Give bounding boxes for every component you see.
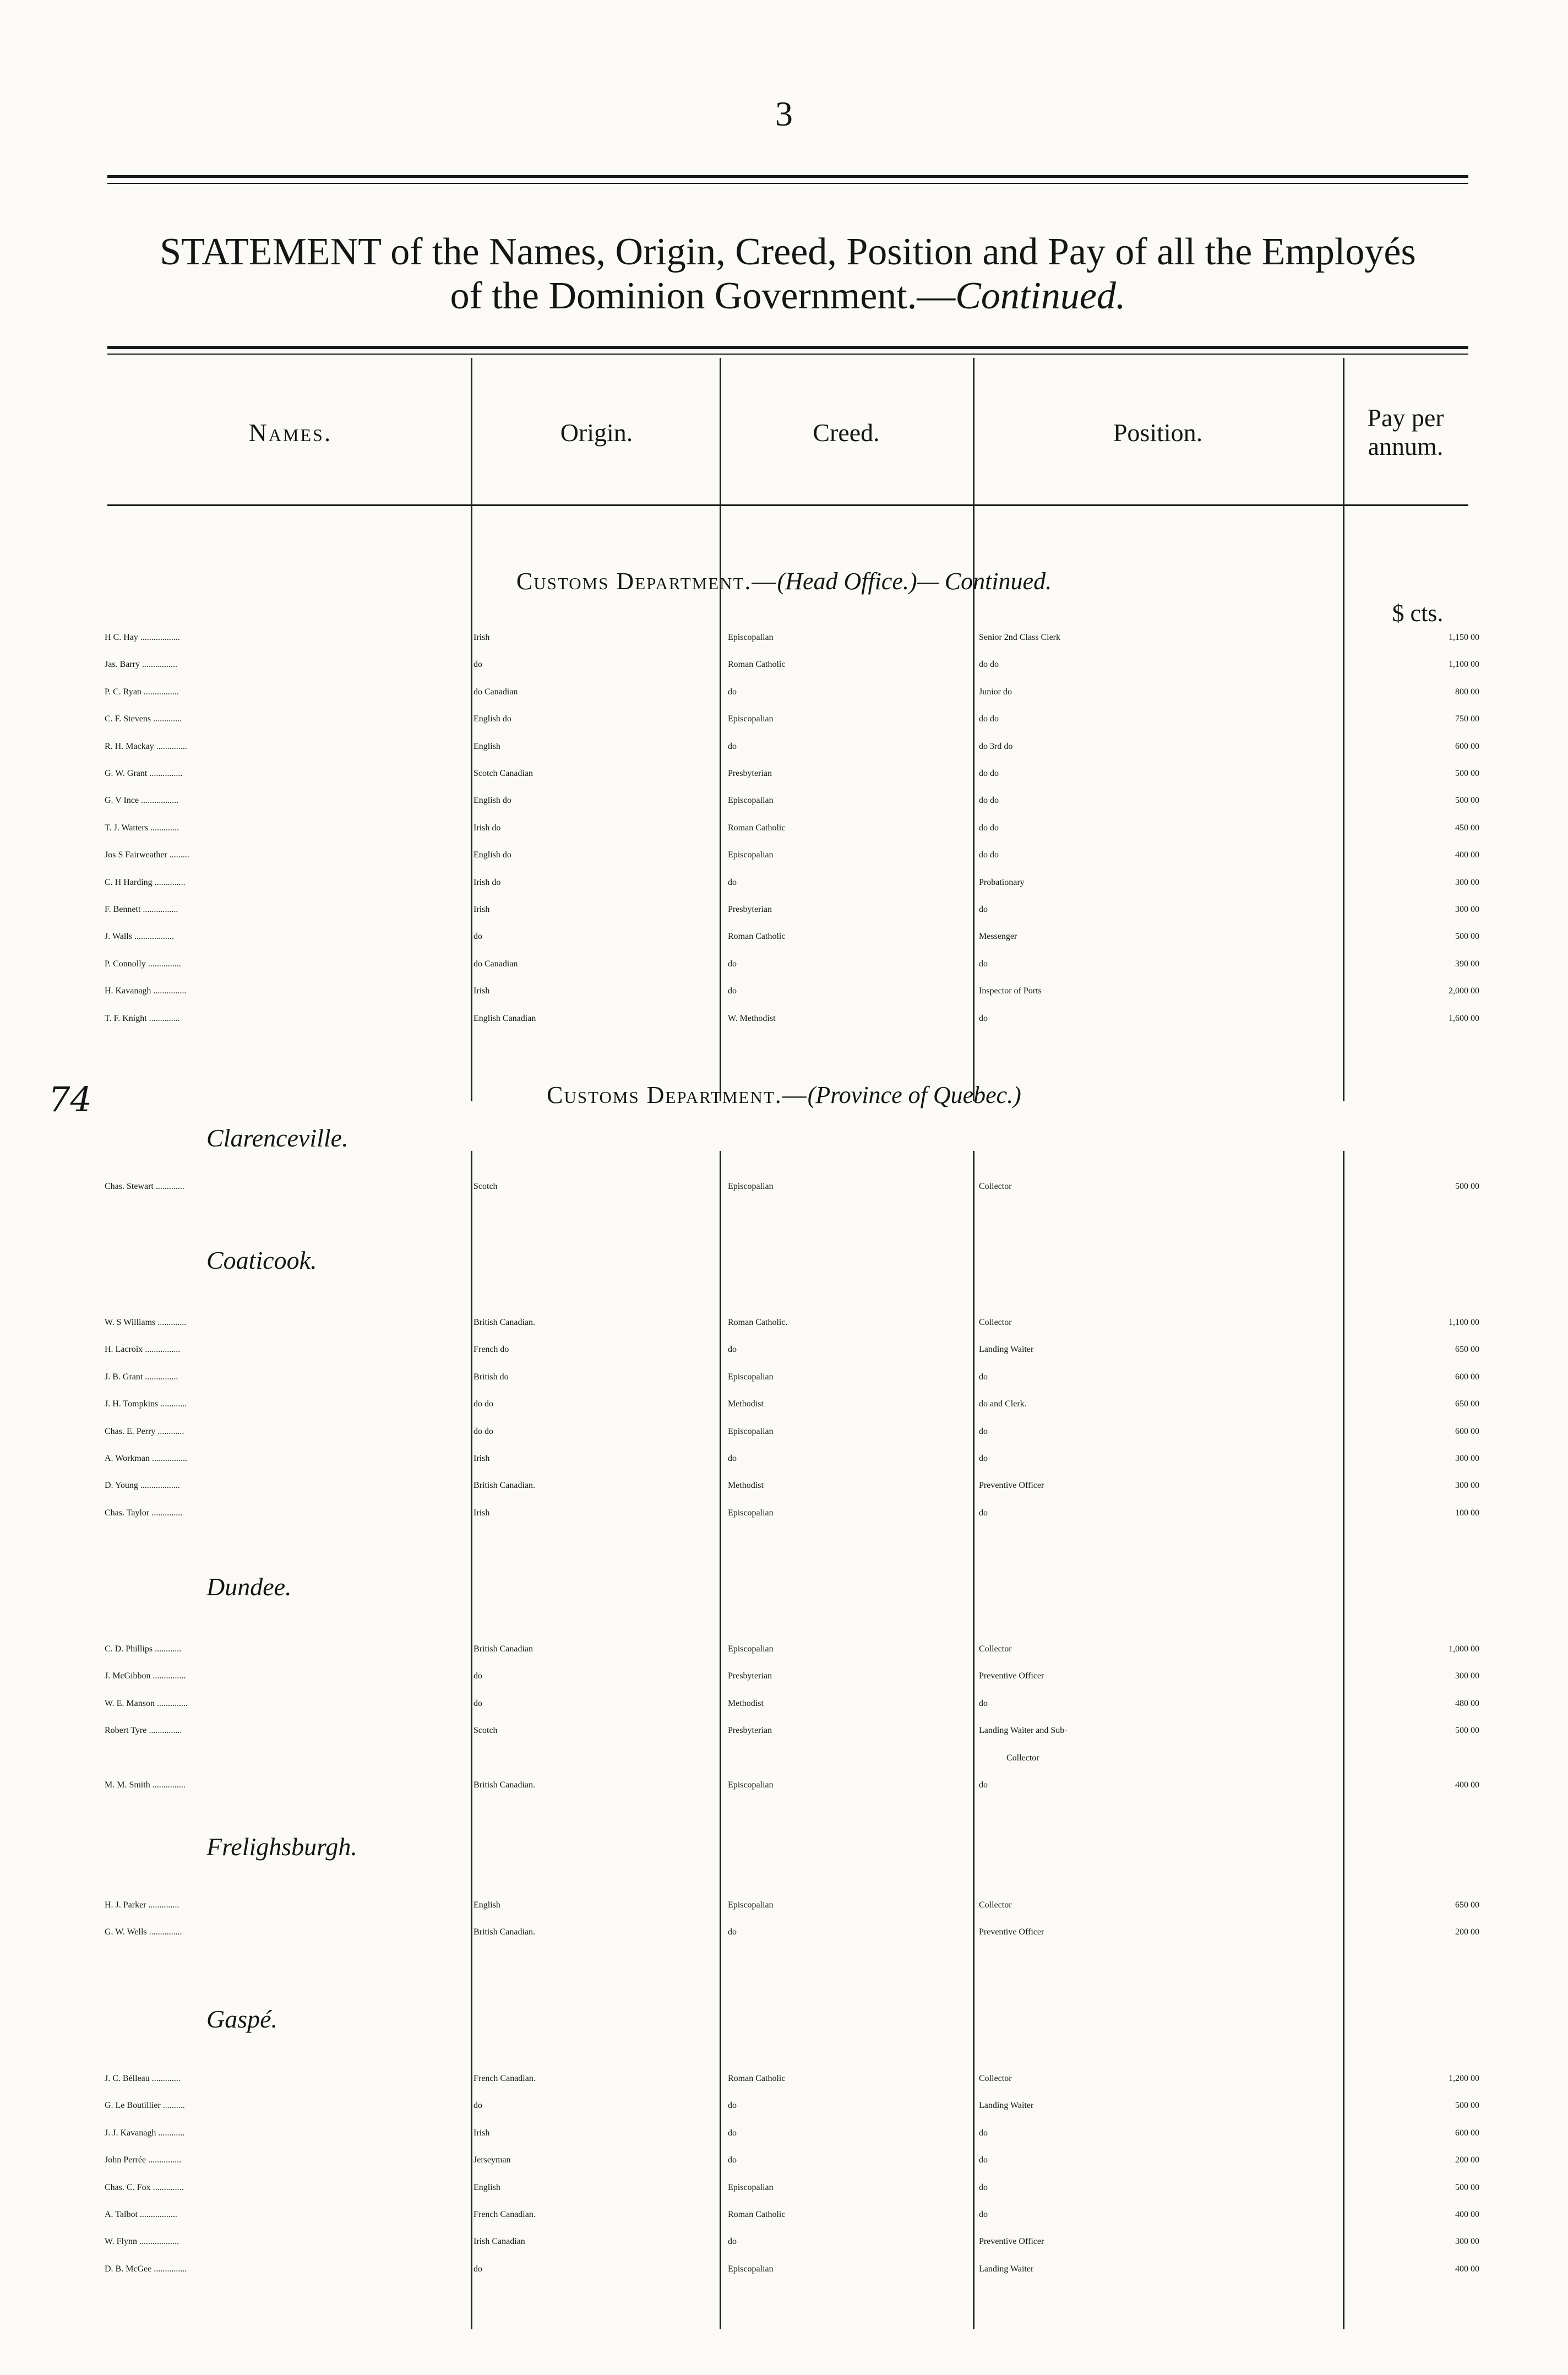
- page-number: 3: [775, 94, 793, 133]
- employee-name: J. McGibbon ...............: [105, 1671, 186, 1681]
- employee-position: do: [979, 2155, 988, 2165]
- employee-position: Collector: [979, 1182, 1012, 1191]
- employee-pay: 1,100 00: [1449, 1318, 1479, 1327]
- employee-position: Preventive Officer: [979, 1481, 1044, 1491]
- table-row: [0, 651, 1568, 678]
- employee-origin: Irish: [473, 633, 490, 642]
- employee-creed: Episcopalian: [728, 850, 774, 860]
- table-row: [0, 2146, 1568, 2174]
- employee-pay: 500 00: [1455, 1182, 1479, 1191]
- employee-position: Senior 2nd Class Clerk: [979, 633, 1060, 642]
- employee-origin: Scotch: [473, 1182, 498, 1191]
- table-row: [0, 1717, 1568, 1744]
- employee-creed: Episcopalian: [728, 796, 774, 806]
- section-title-quebec: [0, 1081, 1568, 1109]
- table-row: [0, 1919, 1568, 1946]
- employee-origin: do: [473, 932, 482, 942]
- employee-position: do: [979, 2182, 988, 2192]
- employee-creed: Roman Catholic: [728, 823, 786, 833]
- employee-position: do do: [979, 850, 999, 860]
- col-header-pay-line2: annum.: [1368, 432, 1444, 460]
- table-row: [0, 977, 1568, 1005]
- employee-pay: 400 00: [1455, 2264, 1479, 2274]
- employee-pay: 1,000 00: [1449, 1644, 1479, 1654]
- employee-pay: 450 00: [1455, 823, 1479, 833]
- col-header-origin: Origin.: [560, 418, 633, 447]
- employee-position: Collector: [979, 1318, 1012, 1327]
- table-row: [0, 923, 1568, 950]
- employee-creed: do: [728, 1454, 737, 1463]
- employee-creed: Roman Catholic: [728, 2074, 786, 2083]
- header-rule-top-thin: [107, 354, 1468, 355]
- employee-position: Preventive Officer: [979, 1671, 1044, 1681]
- employee-origin: Irish do: [473, 877, 501, 887]
- place-name: Coaticook.: [206, 1246, 317, 1274]
- document-title: [107, 230, 1468, 318]
- table-row: [0, 869, 1568, 896]
- table-row: [0, 2119, 1568, 2147]
- header-rule-top: [107, 346, 1468, 349]
- table-row: [0, 1892, 1568, 1919]
- table-row: [0, 1771, 1568, 1799]
- title-continued: Continued.: [955, 275, 1126, 317]
- employee-pay: 400 00: [1455, 850, 1479, 860]
- employee-position: do and Clerk.: [979, 1399, 1027, 1409]
- table-row: [0, 1635, 1568, 1663]
- employee-origin: Scotch: [473, 1726, 498, 1736]
- table-row: [0, 787, 1568, 814]
- employee-name: G. W. Grant ...............: [105, 769, 183, 778]
- employee-pay: 650 00: [1455, 1399, 1479, 1409]
- employee-origin: do Canadian: [473, 959, 518, 969]
- employee-origin: do do: [473, 1399, 493, 1409]
- employee-creed: do: [728, 741, 737, 751]
- employee-name: J. Walls ..................: [105, 932, 174, 942]
- employee-creed: Episcopalian: [728, 714, 774, 724]
- employee-origin: do: [473, 1671, 482, 1681]
- table-row: [0, 2201, 1568, 2229]
- employee-position: Preventive Officer: [979, 2237, 1044, 2247]
- employee-creed: Episcopalian: [728, 1426, 774, 1436]
- employee-creed: do: [728, 959, 737, 969]
- table-row: [0, 1309, 1568, 1336]
- employee-position: do 3rd do: [979, 741, 1013, 751]
- employee-position: Landing Waiter: [979, 2264, 1034, 2274]
- employee-creed: Episcopalian: [728, 1182, 774, 1191]
- employee-position: do: [979, 905, 988, 914]
- employee-pay: 100 00: [1455, 1508, 1479, 1518]
- employee-name: H C. Hay ..................: [105, 633, 180, 642]
- employee-origin: English Canadian: [473, 1013, 536, 1023]
- employee-creed: Methodist: [728, 1399, 764, 1409]
- table-row: [0, 2256, 1568, 2283]
- title-line-2: [107, 274, 1468, 318]
- employee-pay: 650 00: [1455, 1900, 1479, 1910]
- col-header-pay: [1343, 363, 1468, 501]
- employee-name: D. B. McGee ...............: [105, 2264, 187, 2274]
- employee-position: do: [979, 1372, 988, 1382]
- header-rule-bottom: [107, 504, 1468, 506]
- employee-creed: Methodist: [728, 1481, 764, 1491]
- employee-name: Chas. Stewart .............: [105, 1182, 184, 1191]
- table-row: [0, 950, 1568, 978]
- employee-name: W. Flynn ..................: [105, 2237, 179, 2247]
- employee-origin: British Canadian.: [473, 1481, 535, 1491]
- employee-pay: 600 00: [1455, 2128, 1479, 2138]
- employee-position: do: [979, 2210, 988, 2219]
- employee-origin: English do: [473, 796, 511, 806]
- employee-pay: 600 00: [1455, 1372, 1479, 1382]
- employee-origin: do: [473, 660, 482, 670]
- employee-name: R. H. Mackay ..............: [105, 741, 187, 751]
- employee-name: P. C. Ryan ................: [105, 687, 179, 697]
- employee-creed: do: [728, 877, 737, 887]
- employee-pay: 200 00: [1455, 2155, 1479, 2165]
- employee-origin: do Canadian: [473, 687, 518, 697]
- currency-units: $ cts.: [1392, 600, 1444, 627]
- place-name: Clarenceville.: [206, 1124, 349, 1152]
- employee-pay: 300 00: [1455, 2237, 1479, 2247]
- employee-pay: 650 00: [1455, 1345, 1479, 1355]
- employee-position: Landing Waiter and Sub-: [979, 1726, 1068, 1736]
- employee-origin: Irish do: [473, 823, 501, 833]
- table-row: [0, 896, 1568, 923]
- employee-name: G. W. Wells ...............: [105, 1927, 182, 1937]
- table-row: [0, 1390, 1568, 1418]
- employee-pay: 1,200 00: [1449, 2074, 1479, 2083]
- employee-origin: do do: [473, 1426, 493, 1436]
- table-row: [0, 1363, 1568, 1391]
- place-name: Gaspé.: [206, 2005, 278, 2033]
- employee-origin: English: [473, 741, 500, 751]
- employee-creed: do: [728, 687, 737, 697]
- employee-creed: Presbyterian: [728, 769, 772, 778]
- employee-origin: British do: [473, 1372, 509, 1382]
- employee-pay: 800 00: [1455, 687, 1479, 697]
- employee-creed: Episcopalian: [728, 1644, 774, 1654]
- employee-position: do: [979, 2128, 988, 2138]
- employee-name: Robert Tyre ...............: [105, 1726, 182, 1736]
- employee-creed: Episcopalian: [728, 1508, 774, 1518]
- employee-position: Preventive Officer: [979, 1927, 1044, 1937]
- employee-position: do do: [979, 714, 999, 724]
- employee-origin: English do: [473, 850, 511, 860]
- employee-name: Chas. C. Fox ..............: [105, 2182, 184, 2192]
- table-row: [0, 760, 1568, 787]
- employee-pay: 600 00: [1455, 1426, 1479, 1436]
- employee-name: A. Workman ................: [105, 1454, 187, 1463]
- employee-creed: Episcopalian: [728, 633, 774, 642]
- employee-pay: 400 00: [1455, 2210, 1479, 2219]
- table-row: [0, 1472, 1568, 1499]
- table-row: [0, 1445, 1568, 1472]
- employee-name: C. F. Stevens .............: [105, 714, 182, 724]
- table-row-continuation: [0, 1744, 1568, 1772]
- table-row: [0, 1662, 1568, 1690]
- employee-position: Landing Waiter: [979, 2101, 1034, 2111]
- margin-note: 74: [48, 1079, 92, 1119]
- employee-pay: 1,600 00: [1449, 1013, 1479, 1023]
- employee-origin: Irish: [473, 905, 490, 914]
- table-row: [0, 733, 1568, 760]
- section-title-sub: (Head Office.): [777, 568, 917, 595]
- employee-creed: do: [728, 2128, 737, 2138]
- employee-position: do: [979, 1454, 988, 1463]
- employee-origin: Irish: [473, 1508, 490, 1518]
- employee-pay: 480 00: [1455, 1698, 1479, 1708]
- employee-origin: British Canadian.: [473, 1780, 535, 1790]
- employee-position: Messenger: [979, 932, 1017, 942]
- employee-origin: Irish: [473, 2128, 490, 2138]
- employee-creed: Episcopalian: [728, 1372, 774, 1382]
- employee-name: J. J. Kavanagh ............: [105, 2128, 185, 2138]
- employee-name: T. J. Watters .............: [105, 823, 179, 833]
- employee-name: Jos S Fairweather .........: [105, 850, 189, 860]
- table-row: [0, 2092, 1568, 2119]
- employee-origin: Scotch Canadian: [473, 769, 533, 778]
- employee-position: do do: [979, 769, 999, 778]
- employee-position: Landing Waiter: [979, 1345, 1034, 1355]
- employee-position: Collector: [979, 1900, 1012, 1910]
- employee-creed: do: [728, 986, 737, 996]
- employee-pay: 500 00: [1455, 2101, 1479, 2111]
- employee-origin: French Canadian.: [473, 2210, 536, 2219]
- section-title-main: Customs Department.—: [547, 1081, 808, 1108]
- employee-origin: British Canadian.: [473, 1318, 535, 1327]
- employee-name: D. Young ..................: [105, 1481, 180, 1491]
- employee-position: Inspector of Ports: [979, 986, 1042, 996]
- place-name: Dundee.: [206, 1573, 292, 1601]
- table-row: [0, 2174, 1568, 2202]
- employee-creed: Presbyterian: [728, 905, 772, 914]
- employee-origin: French Canadian.: [473, 2074, 536, 2083]
- table-row: [0, 678, 1568, 706]
- employee-creed: Methodist: [728, 1698, 764, 1708]
- employee-pay: 750 00: [1455, 714, 1479, 724]
- employee-pay: 1,100 00: [1449, 660, 1479, 670]
- employee-pay: 300 00: [1455, 1454, 1479, 1463]
- employee-origin: English do: [473, 714, 511, 724]
- table-row: [0, 2228, 1568, 2256]
- table-row: [0, 705, 1568, 733]
- employee-position: do: [979, 1013, 988, 1023]
- employee-name: C. D. Phillips ............: [105, 1644, 182, 1654]
- employee-creed: do: [728, 2155, 737, 2165]
- employee-pay: 2,000 00: [1449, 986, 1479, 996]
- col-header-position: Position.: [1113, 418, 1203, 447]
- employee-creed: Episcopalian: [728, 1900, 774, 1910]
- employee-name: G. V Ince .................: [105, 796, 179, 806]
- table-row: [0, 1499, 1568, 1527]
- table-row: [0, 2065, 1568, 2093]
- table-row: [0, 841, 1568, 869]
- employee-name: Chas. E. Perry ............: [105, 1426, 184, 1436]
- table-row: [0, 1336, 1568, 1363]
- employee-pay: 200 00: [1455, 1927, 1479, 1937]
- employee-position: Probationary: [979, 877, 1025, 887]
- title-line-1: STATEMENT of the Names, Origin, Creed, Position and Pay of all the Employés: [160, 231, 1416, 273]
- employee-creed: do: [728, 2237, 737, 2247]
- employee-creed: Roman Catholic: [728, 660, 786, 670]
- employee-name: W. S Williams .............: [105, 1318, 187, 1327]
- employee-position: do do: [979, 823, 999, 833]
- employee-origin: Jerseyman: [473, 2155, 511, 2165]
- employee-origin: Irish: [473, 1454, 490, 1463]
- employee-position-cont: Collector: [1006, 1753, 1039, 1763]
- employee-name: G. Le Boutillier ..........: [105, 2101, 185, 2111]
- employee-name: J. B. Grant ...............: [105, 1372, 178, 1382]
- employee-creed: Roman Catholic: [728, 2210, 786, 2219]
- employee-origin: British Canadian.: [473, 1927, 535, 1937]
- employee-creed: Roman Catholic: [728, 932, 786, 942]
- table-row: [0, 814, 1568, 842]
- employee-origin: English: [473, 1900, 500, 1910]
- employee-pay: 300 00: [1455, 877, 1479, 887]
- employee-name: J. C. Bélleau .............: [105, 2074, 181, 2083]
- employee-position: Junior do: [979, 687, 1012, 697]
- employee-name: J. H. Tompkins ............: [105, 1399, 187, 1409]
- employee-position: do: [979, 1780, 988, 1790]
- employee-creed: Presbyterian: [728, 1726, 772, 1736]
- employee-pay: 300 00: [1455, 905, 1479, 914]
- employee-origin: do: [473, 2264, 482, 2274]
- employee-name: C. H Harding ..............: [105, 877, 186, 887]
- table-row: [0, 1173, 1568, 1200]
- employee-origin: British Canadian: [473, 1644, 533, 1654]
- employee-origin: do: [473, 1698, 482, 1708]
- employee-position: do: [979, 959, 988, 969]
- employee-origin: English: [473, 2182, 500, 2192]
- employee-name: H. J. Parker ..............: [105, 1900, 179, 1910]
- employee-name: John Perrée ...............: [105, 2155, 182, 2165]
- employee-creed: do: [728, 1345, 737, 1355]
- employee-pay: 600 00: [1455, 741, 1479, 751]
- place-name: Frelighsburgh.: [206, 1833, 357, 1861]
- employee-creed: Roman Catholic.: [728, 1318, 788, 1327]
- employee-origin: French do: [473, 1345, 509, 1355]
- employee-position: do: [979, 1426, 988, 1436]
- employee-origin: Irish: [473, 986, 490, 996]
- employee-name: W. E. Manson ..............: [105, 1698, 188, 1708]
- employee-creed: Episcopalian: [728, 2182, 774, 2192]
- employee-pay: 500 00: [1455, 2182, 1479, 2192]
- employee-origin: Irish Canadian: [473, 2237, 525, 2247]
- section-title-head-office: [0, 567, 1568, 595]
- employee-origin: do: [473, 2101, 482, 2111]
- employee-pay: 500 00: [1455, 932, 1479, 942]
- top-rule: [107, 175, 1468, 178]
- employee-position: do do: [979, 796, 999, 806]
- employee-pay: 300 00: [1455, 1671, 1479, 1681]
- employee-pay: 500 00: [1455, 796, 1479, 806]
- table-row: [0, 1418, 1568, 1445]
- employee-name: M. M. Smith ...............: [105, 1780, 186, 1790]
- employee-pay: 400 00: [1455, 1780, 1479, 1790]
- employee-creed: Episcopalian: [728, 2264, 774, 2274]
- employee-name: P. Connolly ...............: [105, 959, 181, 969]
- employee-position: Collector: [979, 2074, 1012, 2083]
- section-title-end: — Continued.: [917, 568, 1052, 595]
- section-title-main: Customs Department.—: [516, 568, 777, 595]
- col-header-creed: Creed.: [813, 418, 880, 447]
- employee-name: Chas. Taylor ..............: [105, 1508, 183, 1518]
- employee-creed: do: [728, 2101, 737, 2111]
- title-line-2-prefix: of the Dominion Government.—: [450, 275, 956, 317]
- employee-name: H. Kavanagh ...............: [105, 986, 187, 996]
- employee-creed: do: [728, 1927, 737, 1937]
- employee-pay: 390 00: [1455, 959, 1479, 969]
- top-rule-thin: [107, 183, 1468, 184]
- employee-position: Collector: [979, 1644, 1012, 1654]
- employee-creed: W. Methodist: [728, 1013, 776, 1023]
- col-header-names: Names.: [248, 418, 333, 447]
- employee-pay: 300 00: [1455, 1481, 1479, 1491]
- table-row: [0, 1690, 1568, 1718]
- employee-position: do: [979, 1508, 988, 1518]
- employee-pay: 1,150 00: [1449, 633, 1479, 642]
- employee-creed: Episcopalian: [728, 1780, 774, 1790]
- employee-name: T. F. Knight ..............: [105, 1013, 180, 1023]
- table-row: [0, 624, 1568, 651]
- employee-pay: 500 00: [1455, 1726, 1479, 1736]
- section-title-sub: (Province of Quebec.): [807, 1081, 1021, 1108]
- employee-position: do do: [979, 660, 999, 670]
- employee-pay: 500 00: [1455, 769, 1479, 778]
- employee-creed: Presbyterian: [728, 1671, 772, 1681]
- employee-position: do: [979, 1698, 988, 1708]
- column-header: [107, 363, 1468, 501]
- employee-name: F. Bennett ................: [105, 905, 178, 914]
- employee-name: H. Lacroix ................: [105, 1345, 181, 1355]
- employee-name: Jas. Barry ................: [105, 660, 177, 670]
- table-row: [0, 1005, 1568, 1032]
- employee-name: A. Talbot .................: [105, 2210, 177, 2219]
- col-header-pay-line1: Pay per: [1367, 404, 1444, 432]
